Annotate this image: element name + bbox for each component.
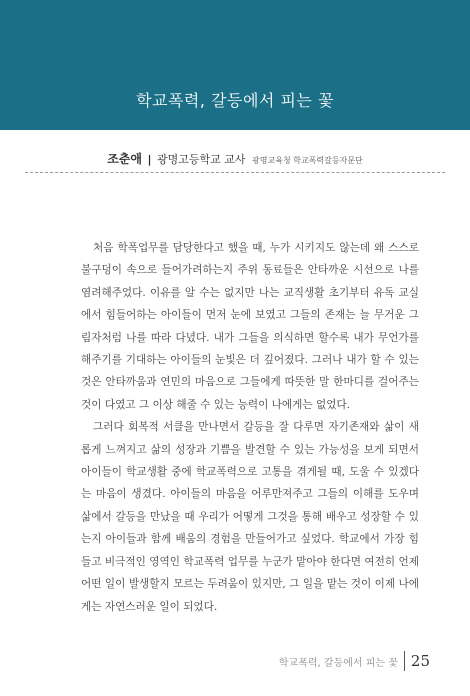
author-role: 광명고등학교 교사 [157,153,246,166]
page-footer [279,651,430,671]
header-banner [0,0,470,130]
author-name: 조춘애 [107,152,142,166]
paragraph: 처음 학폭업무를 담당한다고 했을 때, 누가 시키지도 않는데 왜 스스로 불구덩이 속으로 들어가려하는지 주위 동료들은 안타까운 시선으로 나를 염려해주었다. 이유를 알 수는 없지만 나는 교직생활 초기부터 유독 교실에서 힘들어하는 아이들이 먼저 눈에 보였고 그들의 존재는 늘 무거운 그림자처럼 나를 따라 다녔다. 내가 그들을 의식하면 할수록 내가 무언가를 해주기를 기대하는 아이들의 눈빛은 더 깊어졌다. 그러나 내가 할 수 있는 것은 안타까움과 연민의 마음으로 그들에게 따뜻한 말 한마디를 걸어주는 것이 다였고 그 이상 해줄 수 있는 능력이 나에게는 없었다. [81,242,419,411]
footer-divider [404,651,405,671]
running-title: 학교폭력, 갈등에서 피는 꽃 [278,657,398,669]
page-number: 25 [410,652,430,670]
paragraph: 그러다 회복적 서클을 만나면서 갈등을 잘 다루면 자기존재와 삶이 새롭게 느껴지고 삶의 성장과 기쁨을 발견할 수 있는 가능성을 보게 되면서 아이들이 학교생활 중에 학교폭력으로 고통을 겪게될 때, 도울 수 있겠다는 마음이 생겼다. 아이들의 마음을 어루만져주고 그들의 이해를 도우며 삶에서 갈등을 만났을 때 우리가 어떻게 그것을 통해 배우고 성장할 수 있는지 아이들과 함께 배움의 경험을 만들어가고 싶었다. 학교에서 가장 힘들고 비극적인 영역인 학교폭력 업무를 누군가 맡아야 한다면 여전히 언제 어떤 일이 발생할지 모르는 두려움이 있지만, 그 일을 맡는 것이 이제 나에게는 자연스러운 일이 되었다. [81,421,419,613]
author-byline [0,150,470,167]
dashed-divider [25,172,445,173]
byline-separator: | [147,153,152,166]
article-body [81,237,419,618]
author-affiliation: 광명교육청 학교폭력갈등자문단 [252,156,363,165]
chapter-title: 학교폭력, 갈등에서 피는 꽃 [136,91,334,110]
